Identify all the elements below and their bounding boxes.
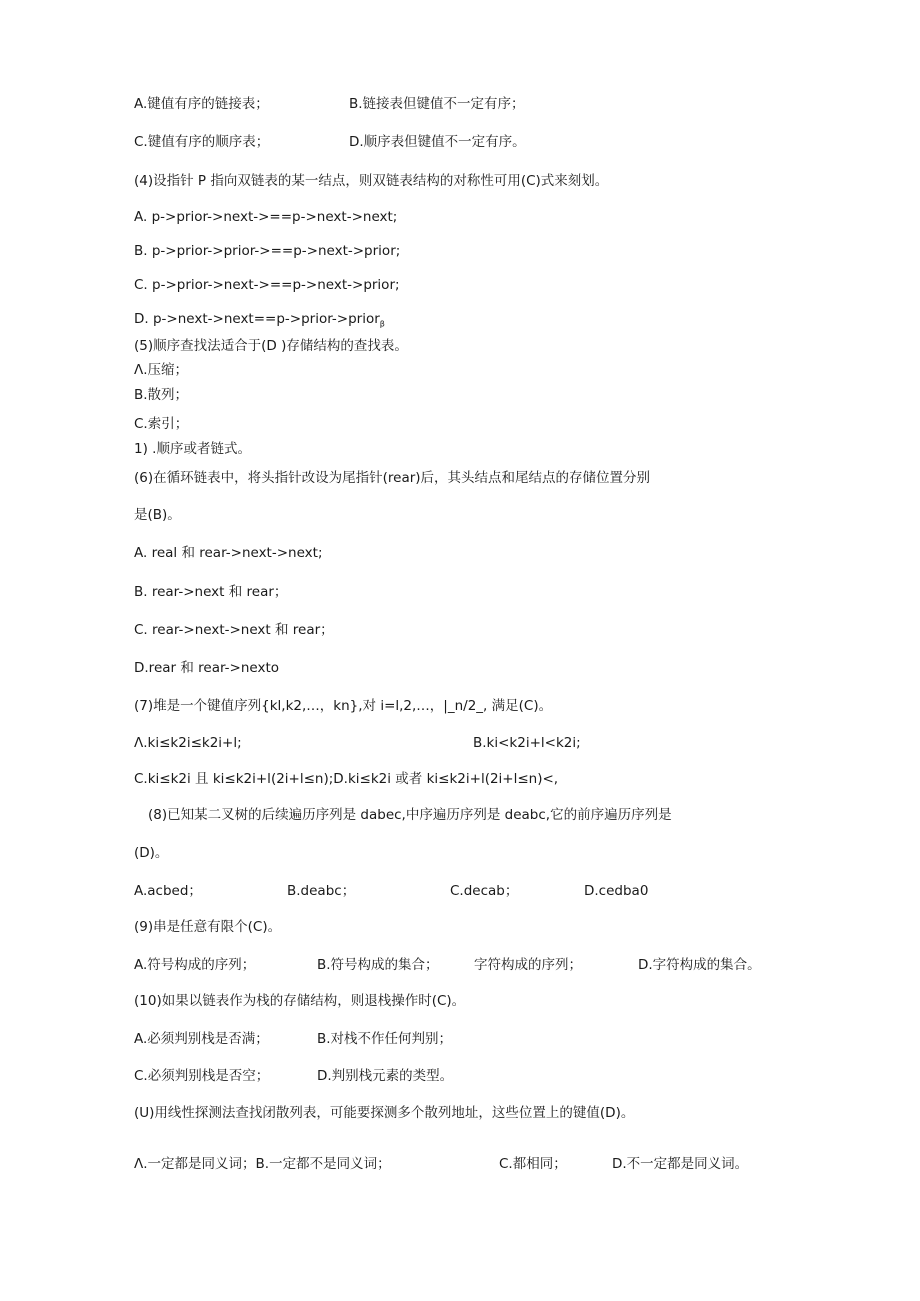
q10-option-b: B.对栈不作任何判别； [317, 1031, 453, 1047]
q4-option-d-subscript: β [379, 319, 385, 329]
q11-option-d: D.不一定都是同义词。 [612, 1156, 749, 1172]
question-6-stem-line-2: 是(B)。 [134, 507, 181, 523]
q5-option-c: C.索引； [134, 416, 189, 432]
q6-option-b: B. rear->next 和 rear； [134, 584, 288, 600]
question-7-stem: (7)堆是一个键值序列{kl,k2,…，kn},对 i=l,2,…，|_n/2_, 满足(C)。 [134, 698, 553, 714]
question-11-stem: (U)用线性探测法查找闭散列表，可能要探测多个散列地址，这些位置上的键值(D)。 [134, 1105, 635, 1121]
q6-option-c: C. rear->next->next 和 rear； [134, 622, 334, 638]
question-6-stem-line-1: (6)在循环链表中，将头指针改设为尾指针(rear)后，其头结点和尾结点的存储位置分别 [134, 470, 651, 486]
q10-option-d: D.判别栈元素的类型。 [317, 1068, 454, 1084]
q9-option-d: D.字符构成的集合。 [638, 957, 761, 973]
q7-option-a: Λ.ki≤k2i≤k2i+l; [134, 735, 242, 751]
q6-option-a: A. real 和 rear->next->next; [134, 545, 323, 561]
q5-option-b: B.散列； [134, 387, 189, 403]
q8-option-c: C.decab； [450, 883, 519, 899]
question-4-stem: (4)设指针 P 指向双链表的某一结点，则双链表结构的对称性可用(C)式来刻划。 [134, 173, 609, 189]
q6-option-d: D.rear 和 rear->nexto [134, 660, 280, 676]
q4-option-b: B. p->prior->prior->==p->next->prior; [134, 243, 401, 259]
question-5-stem: (5)顺序查找法适合于(D )存储结构的查找表。 [134, 338, 408, 354]
q9-option-a: A.符号构成的序列； [134, 957, 256, 973]
q5-option-d: 1) .顺序或者链式。 [134, 441, 251, 457]
question-9-stem: (9)串是任意有限个(C)。 [134, 919, 282, 935]
q3-option-b: B.链接表但键值不一定有序； [349, 96, 525, 112]
q3-option-d: D.顺序表但键值不一定有序。 [349, 134, 526, 150]
q10-option-a: A.必须判别栈是否满； [134, 1031, 269, 1047]
q4-option-a: A. p->prior->next->==p->next->next; [134, 209, 398, 225]
question-8-stem-line-1: (8)已知某二叉树的后续遍历序列是 dabec,中序遍历序列是 deabc,它的前序遍历序列是 [148, 807, 672, 823]
q9-option-b: B.符号构成的集合； [317, 957, 439, 973]
q4-option-c: C. p->prior->next->==p->next->prior; [134, 277, 400, 293]
q4-option-d-row [134, 310, 385, 334]
q3-option-a: A.键值有序的链接表； [134, 96, 269, 112]
question-8-stem-line-2: (D)。 [134, 845, 169, 861]
q11-option-a-b: Λ.一定都是同义词；B.一定都不是同义词； [134, 1156, 391, 1172]
q7-option-b: B.ki<k2i+l<k2i; [473, 735, 581, 751]
q10-option-c: C.必须判别栈是否空； [134, 1068, 270, 1084]
q4-option-d: D. p->next->next==p->prior->prior [134, 311, 380, 327]
q5-option-a: Λ.压缩； [134, 362, 189, 378]
q9-option-c: 字符构成的序列； [474, 957, 582, 973]
q11-option-c: C.都相同； [499, 1156, 567, 1172]
q3-option-c: C.键值有序的顺序表； [134, 134, 270, 150]
q8-option-d: D.cedba0 [584, 883, 649, 899]
q8-option-a: A.acbed； [134, 883, 202, 899]
question-10-stem: (10)如果以链表作为栈的存储结构，则退栈操作时(C)。 [134, 993, 466, 1009]
q7-options-c-d: C.ki≤k2i 且 ki≤k2i+l(2i+l≤n);D.ki≤k2i 或者 ki≤k2i+l(2i+l≤n)<, [134, 771, 559, 787]
q8-option-b: B.deabc； [287, 883, 356, 899]
